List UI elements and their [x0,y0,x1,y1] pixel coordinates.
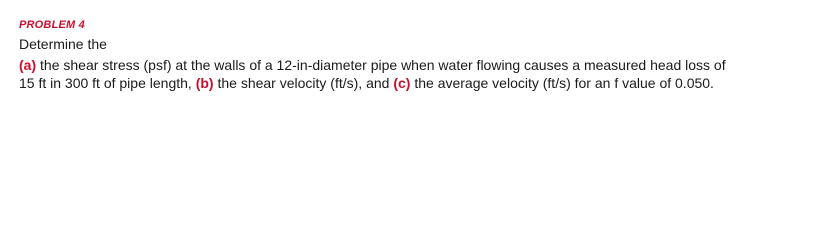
part-b-text: the shear velocity (ft/s), and [213,75,394,91]
part-a-marker: (a) [19,57,37,73]
problem-label: PROBLEM 4 [19,19,85,31]
part-b-marker: (b) [195,75,214,91]
part-a-text: the shear stress (psf) at the walls of a 12-in-diameter pipe when water flowing causes a measured head loss of [36,57,726,73]
part-a-text-continued: 15 ft in 300 ft of pipe length, [19,75,196,91]
part-c-text: the average velocity (ft/s) for an f value of 0.050. [410,75,714,91]
problem-intro: Determine the [19,36,107,52]
part-c-marker: (c) [393,75,411,91]
problem-line-2 [19,74,714,92]
problem-line-1 [19,56,726,74]
